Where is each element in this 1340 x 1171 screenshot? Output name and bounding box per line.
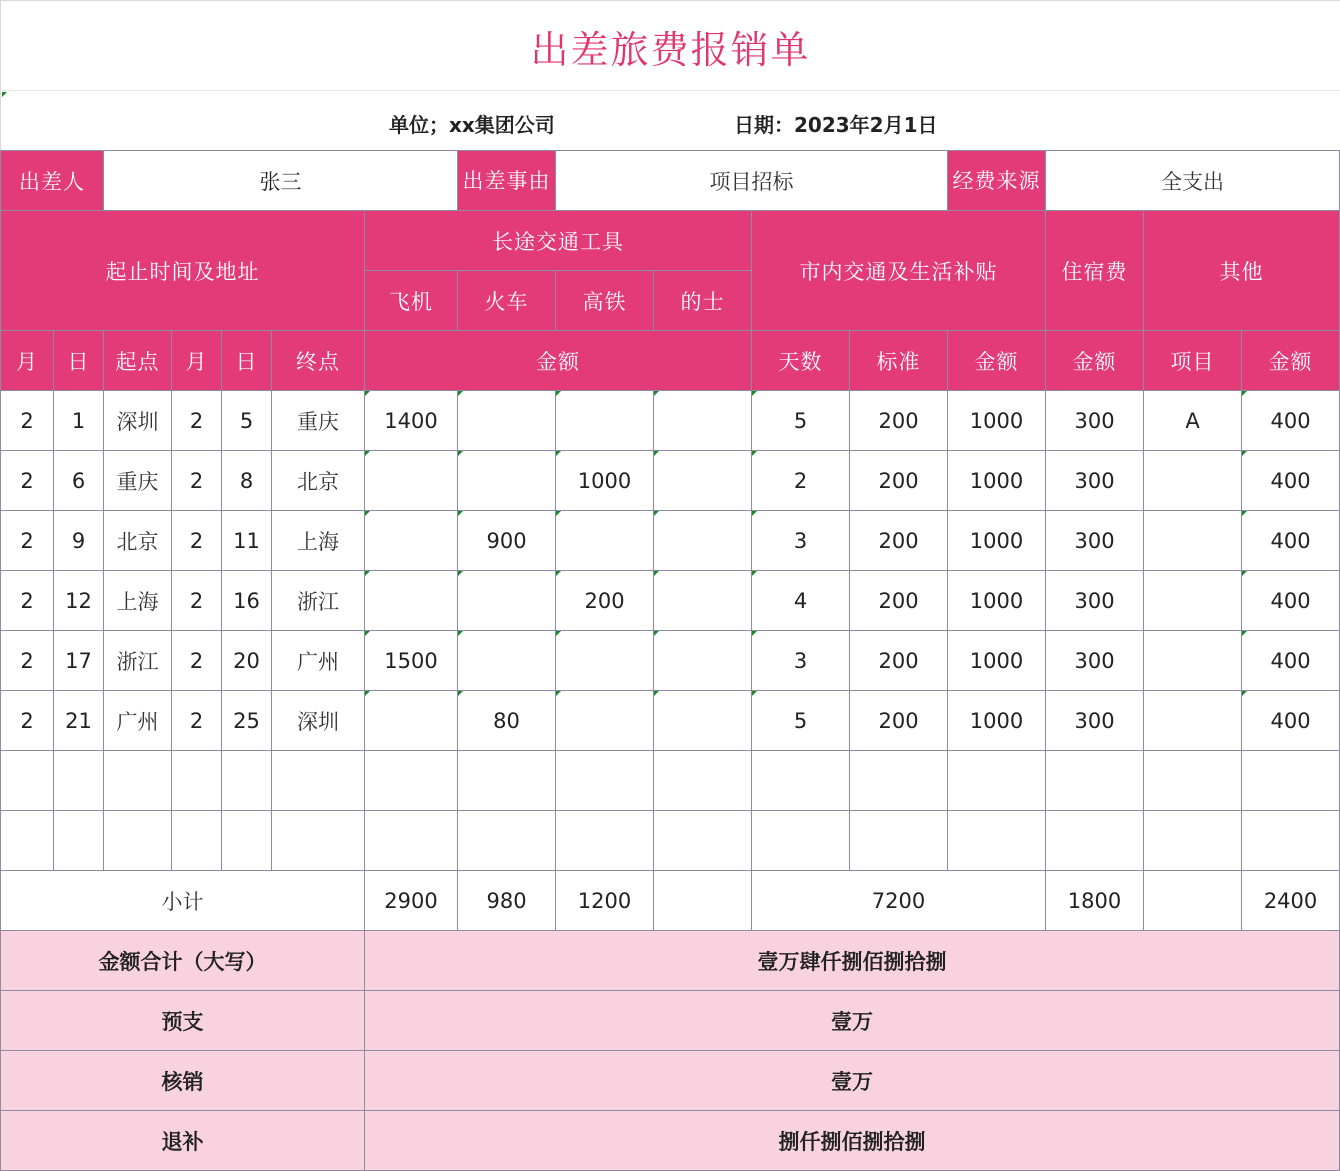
start-place-cell[interactable]: 上海 xyxy=(104,571,172,631)
days-cell[interactable]: 3 xyxy=(752,631,850,691)
lodging-amount-header: 金额 xyxy=(1046,331,1144,391)
end-place-cell[interactable]: 北京 xyxy=(272,451,365,511)
empty-cell[interactable] xyxy=(272,751,365,811)
end-place-cell[interactable]: 深圳 xyxy=(272,691,365,751)
reason-value[interactable]: 项目招标 xyxy=(556,151,948,211)
empty-cell[interactable] xyxy=(272,811,365,871)
empty-cell[interactable] xyxy=(948,811,1046,871)
reason-label: 出差事由 xyxy=(458,151,556,211)
start-month-cell[interactable]: 2 xyxy=(1,571,54,631)
end-place-header: 终点 xyxy=(272,331,365,391)
start-month-cell[interactable]: 2 xyxy=(1,631,54,691)
empty-cell[interactable] xyxy=(850,811,948,871)
start-day-header: 日 xyxy=(54,331,104,391)
other-item-cell[interactable] xyxy=(1144,511,1242,571)
standard-header: 标准 xyxy=(850,331,948,391)
hsr-amount-cell[interactable]: 200 xyxy=(556,571,654,631)
empty-cell[interactable] xyxy=(654,751,752,811)
empty-cell[interactable] xyxy=(1,751,54,811)
other-header: 其他 xyxy=(1144,211,1340,331)
allowance-amount-cell[interactable]: 1000 xyxy=(948,451,1046,511)
other-item-cell[interactable] xyxy=(1144,571,1242,631)
allowance-amount-cell[interactable]: 1000 xyxy=(948,631,1046,691)
start-place-header: 起点 xyxy=(104,331,172,391)
empty-cell[interactable] xyxy=(1242,751,1340,811)
empty-row xyxy=(1,751,1340,811)
hsr-amount-cell[interactable] xyxy=(556,631,654,691)
start-place-cell[interactable]: 广州 xyxy=(104,691,172,751)
end-place-cell[interactable]: 上海 xyxy=(272,511,365,571)
empty-cell[interactable] xyxy=(1046,811,1144,871)
transport-amount-header: 金额 xyxy=(365,331,752,391)
summary-label: 预支 xyxy=(1,991,365,1051)
plane-amount-cell[interactable] xyxy=(365,451,458,511)
summary-value[interactable]: 壹万肆仟捌佰捌拾捌 xyxy=(365,931,1340,991)
subtotal-hsr[interactable]: 1200 xyxy=(556,871,654,931)
table-row xyxy=(1,631,1340,691)
empty-cell[interactable] xyxy=(948,751,1046,811)
taxi-amount-cell[interactable] xyxy=(654,451,752,511)
subtotal-allowance[interactable]: 7200 xyxy=(752,871,1046,931)
end-day-header: 日 xyxy=(222,331,272,391)
days-cell[interactable]: 2 xyxy=(752,451,850,511)
taxi-amount-cell[interactable] xyxy=(654,691,752,751)
header-row-1 xyxy=(1,211,1340,271)
start-month-cell[interactable]: 2 xyxy=(1,691,54,751)
end-day-cell[interactable]: 5 xyxy=(222,391,272,451)
standard-cell[interactable]: 200 xyxy=(850,571,948,631)
subtotal-other[interactable]: 2400 xyxy=(1242,871,1340,931)
start-day-cell[interactable]: 21 xyxy=(54,691,104,751)
empty-cell[interactable] xyxy=(54,811,104,871)
empty-cell[interactable] xyxy=(1144,751,1242,811)
start-day-cell[interactable]: 12 xyxy=(54,571,104,631)
empty-cell[interactable] xyxy=(556,811,654,871)
end-month-cell[interactable]: 2 xyxy=(172,391,222,451)
train-amount-cell[interactable] xyxy=(458,631,556,691)
allowance-amount-cell[interactable]: 1000 xyxy=(948,511,1046,571)
standard-cell[interactable]: 200 xyxy=(850,691,948,751)
empty-cell[interactable] xyxy=(222,751,272,811)
empty-cell[interactable] xyxy=(556,751,654,811)
allowance-amount-cell[interactable]: 1000 xyxy=(948,691,1046,751)
other-amount-cell[interactable]: 400 xyxy=(1242,631,1340,691)
start-month-cell[interactable]: 2 xyxy=(1,511,54,571)
empty-cell[interactable] xyxy=(1144,811,1242,871)
empty-cell[interactable] xyxy=(54,751,104,811)
allowance-amount-cell[interactable]: 1000 xyxy=(948,391,1046,451)
train-amount-cell[interactable]: 80 xyxy=(458,691,556,751)
start-place-cell[interactable]: 北京 xyxy=(104,511,172,571)
end-month-cell[interactable]: 2 xyxy=(172,571,222,631)
table-row xyxy=(1,571,1340,631)
days-cell[interactable]: 5 xyxy=(752,691,850,751)
empty-cell[interactable] xyxy=(458,751,556,811)
header-row-3 xyxy=(1,331,1340,391)
empty-cell[interactable] xyxy=(365,751,458,811)
lodging-amount-cell[interactable]: 300 xyxy=(1046,511,1144,571)
empty-cell[interactable] xyxy=(752,751,850,811)
other-amount-cell[interactable]: 400 xyxy=(1242,391,1340,451)
plane-header: 飞机 xyxy=(365,271,458,331)
empty-cell[interactable] xyxy=(365,811,458,871)
person-value[interactable]: 张三 xyxy=(104,151,458,211)
empty-row xyxy=(1,811,1340,871)
city-allowance-header: 市内交通及生活补贴 xyxy=(752,211,1046,331)
start-day-cell[interactable]: 6 xyxy=(54,451,104,511)
summary-row xyxy=(1,991,1340,1051)
empty-cell[interactable] xyxy=(654,811,752,871)
empty-cell[interactable] xyxy=(1,811,54,871)
plane-amount-cell[interactable] xyxy=(365,511,458,571)
other-amount-cell[interactable]: 400 xyxy=(1242,511,1340,571)
summary-label: 核销 xyxy=(1,1051,365,1111)
table-row xyxy=(1,451,1340,511)
empty-cell[interactable] xyxy=(752,811,850,871)
hsr-header: 高铁 xyxy=(556,271,654,331)
summary-label: 退补 xyxy=(1,1111,365,1171)
taxi-amount-cell[interactable] xyxy=(654,511,752,571)
train-amount-cell[interactable]: 900 xyxy=(458,511,556,571)
table-row xyxy=(1,691,1340,751)
summary-value[interactable]: 壹万 xyxy=(365,991,1340,1051)
train-header: 火车 xyxy=(458,271,556,331)
date-text: 日期：2023年2月1日 xyxy=(734,113,938,137)
table-row xyxy=(1,511,1340,571)
unit-text: 单位；xx集团公司 xyxy=(389,113,555,137)
lodging-header: 住宿费 xyxy=(1046,211,1144,331)
summary-label: 金额合计（大写） xyxy=(1,931,365,991)
end-month-cell[interactable]: 2 xyxy=(172,511,222,571)
end-day-cell[interactable]: 16 xyxy=(222,571,272,631)
subtotal-item[interactable] xyxy=(1144,871,1242,931)
table-row xyxy=(1,391,1340,451)
taxi-header: 的士 xyxy=(654,271,752,331)
end-place-cell[interactable]: 浙江 xyxy=(272,571,365,631)
standard-cell[interactable]: 200 xyxy=(850,451,948,511)
end-month-cell[interactable]: 2 xyxy=(172,451,222,511)
end-day-cell[interactable]: 20 xyxy=(222,631,272,691)
empty-cell[interactable] xyxy=(172,751,222,811)
other-item-cell[interactable] xyxy=(1144,631,1242,691)
other-amount-cell[interactable]: 400 xyxy=(1242,451,1340,511)
plane-amount-cell[interactable]: 1500 xyxy=(365,631,458,691)
allowance-amount-header: 金额 xyxy=(948,331,1046,391)
end-month-header: 月 xyxy=(172,331,222,391)
start-place-cell[interactable]: 深圳 xyxy=(104,391,172,451)
start-day-cell[interactable]: 17 xyxy=(54,631,104,691)
lodging-amount-cell[interactable]: 300 xyxy=(1046,571,1144,631)
other-item-cell[interactable]: A xyxy=(1144,391,1242,451)
form-title: 出差旅费报销单 xyxy=(530,27,811,72)
cell-note-marker xyxy=(2,92,7,97)
empty-cell[interactable] xyxy=(172,811,222,871)
lodging-amount-cell[interactable]: 300 xyxy=(1046,691,1144,751)
empty-cell[interactable] xyxy=(222,811,272,871)
summary-row xyxy=(1,1111,1340,1171)
start-place-cell[interactable]: 重庆 xyxy=(104,451,172,511)
start-day-cell[interactable]: 9 xyxy=(54,511,104,571)
subtotal-plane[interactable]: 2900 xyxy=(365,871,458,931)
summary-value[interactable]: 壹万 xyxy=(365,1051,1340,1111)
person-row xyxy=(1,151,1340,211)
empty-cell[interactable] xyxy=(850,751,948,811)
empty-cell[interactable] xyxy=(1242,811,1340,871)
source-value[interactable]: 全支出 xyxy=(1046,151,1340,211)
summary-row xyxy=(1,1051,1340,1111)
end-month-cell[interactable]: 2 xyxy=(172,691,222,751)
end-month-cell[interactable]: 2 xyxy=(172,631,222,691)
subtotal-train[interactable]: 980 xyxy=(458,871,556,931)
start-month-cell[interactable]: 2 xyxy=(1,451,54,511)
other-amount-header: 金额 xyxy=(1242,331,1340,391)
expense-table xyxy=(0,150,1340,1171)
person-label: 出差人 xyxy=(1,151,104,211)
long-transport-header: 长途交通工具 xyxy=(365,211,752,271)
subtotal-row xyxy=(1,871,1340,931)
end-day-cell[interactable]: 8 xyxy=(222,451,272,511)
subtotal-label: 小计 xyxy=(1,871,365,931)
start-month-header: 月 xyxy=(1,331,54,391)
standard-cell[interactable]: 200 xyxy=(850,511,948,571)
hsr-amount-cell[interactable] xyxy=(556,391,654,451)
lodging-amount-cell[interactable]: 300 xyxy=(1046,631,1144,691)
standard-cell[interactable]: 200 xyxy=(850,631,948,691)
allowance-amount-cell[interactable]: 1000 xyxy=(948,571,1046,631)
empty-cell[interactable] xyxy=(458,811,556,871)
source-label: 经费来源 xyxy=(948,151,1046,211)
train-amount-cell[interactable] xyxy=(458,391,556,451)
empty-cell[interactable] xyxy=(104,751,172,811)
taxi-amount-cell[interactable] xyxy=(654,631,752,691)
other-item-header: 项目 xyxy=(1144,331,1242,391)
lodging-amount-cell[interactable]: 300 xyxy=(1046,451,1144,511)
subtotal-lodging[interactable]: 1800 xyxy=(1046,871,1144,931)
days-cell[interactable]: 4 xyxy=(752,571,850,631)
start-day-cell[interactable]: 1 xyxy=(54,391,104,451)
other-amount-cell[interactable]: 400 xyxy=(1242,571,1340,631)
time-place-header: 起止时间及地址 xyxy=(1,211,365,331)
days-cell[interactable]: 5 xyxy=(752,391,850,451)
other-amount-cell[interactable]: 400 xyxy=(1242,691,1340,751)
empty-cell[interactable] xyxy=(1046,751,1144,811)
end-day-cell[interactable]: 11 xyxy=(222,511,272,571)
plane-amount-cell[interactable]: 1400 xyxy=(365,391,458,451)
summary-row xyxy=(1,931,1340,991)
plane-amount-cell[interactable] xyxy=(365,691,458,751)
empty-cell[interactable] xyxy=(104,811,172,871)
start-month-cell[interactable]: 2 xyxy=(1,391,54,451)
end-place-cell[interactable]: 重庆 xyxy=(272,391,365,451)
end-day-cell[interactable]: 25 xyxy=(222,691,272,751)
taxi-amount-cell[interactable] xyxy=(654,391,752,451)
other-item-cell[interactable] xyxy=(1144,451,1242,511)
end-place-cell[interactable]: 广州 xyxy=(272,631,365,691)
train-amount-cell[interactable] xyxy=(458,451,556,511)
train-amount-cell[interactable] xyxy=(458,571,556,631)
start-place-cell[interactable]: 浙江 xyxy=(104,631,172,691)
hsr-amount-cell[interactable]: 1000 xyxy=(556,451,654,511)
other-item-cell[interactable] xyxy=(1144,691,1242,751)
info-bar xyxy=(0,90,1340,151)
standard-cell[interactable]: 200 xyxy=(850,391,948,451)
days-header: 天数 xyxy=(752,331,850,391)
taxi-amount-cell[interactable] xyxy=(654,571,752,631)
days-cell[interactable]: 3 xyxy=(752,511,850,571)
hsr-amount-cell[interactable] xyxy=(556,691,654,751)
lodging-amount-cell[interactable]: 300 xyxy=(1046,391,1144,451)
title-bar xyxy=(0,0,1340,91)
summary-value[interactable]: 捌仟捌佰捌拾捌 xyxy=(365,1111,1340,1171)
plane-amount-cell[interactable] xyxy=(365,571,458,631)
hsr-amount-cell[interactable] xyxy=(556,511,654,571)
subtotal-taxi[interactable] xyxy=(654,871,752,931)
